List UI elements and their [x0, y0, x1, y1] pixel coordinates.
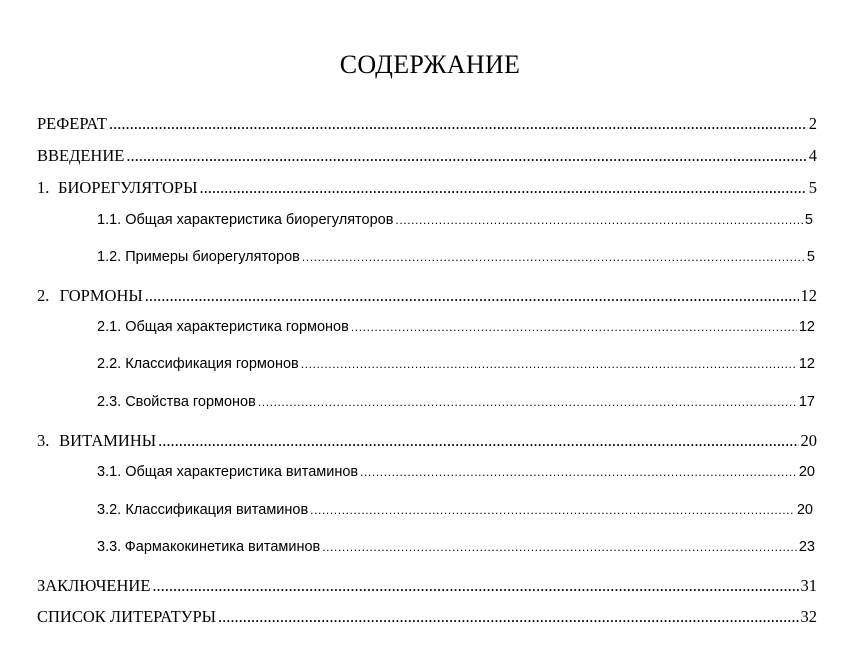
dot-leader	[109, 114, 807, 134]
toc-entry-label: 1.1. Общая характеристика биорегуляторов	[97, 212, 394, 228]
toc-entry-label: 2.1. Общая характеристика гормонов	[97, 319, 349, 335]
dot-leader	[200, 178, 807, 198]
toc-entry-label: 2.3. Свойства гормонов	[97, 394, 256, 410]
dot-leader	[360, 464, 797, 480]
dot-leader	[258, 394, 797, 410]
toc-entry-number: 3.	[37, 431, 50, 450]
dot-leader	[126, 146, 806, 166]
toc-entry-page: 4	[808, 146, 817, 165]
dot-leader	[395, 212, 803, 228]
toc-entry-page: 20	[800, 431, 817, 450]
toc-entry-section-3-2[interactable]	[97, 502, 813, 524]
toc-entry-page: 32	[800, 607, 817, 626]
toc-entry-label: 3.1. Общая характеристика витаминов	[97, 464, 359, 480]
toc-entry-abstract[interactable]	[37, 114, 817, 136]
toc-entry-page: 12	[800, 286, 817, 305]
toc-entry-label: СПИСОК ЛИТЕРАТУРЫ	[37, 607, 217, 626]
toc-entry-label: Классификация витаминов	[125, 502, 309, 518]
toc-entry-page: 12	[798, 319, 815, 335]
toc-entry-page: 5	[804, 212, 813, 228]
toc-entry-label: РЕФЕРАТ	[37, 114, 107, 133]
toc-entry-section-3[interactable]	[37, 431, 817, 453]
toc-entry-section-2-1[interactable]	[97, 319, 815, 341]
toc-entry-section-3-3[interactable]	[97, 539, 815, 561]
toc-entry-page: 31	[800, 576, 817, 595]
toc-entry-conclusion[interactable]	[37, 576, 817, 598]
toc-entry-page: 12	[798, 356, 815, 372]
toc-entry-section-3-1[interactable]	[97, 464, 815, 486]
dot-leader	[301, 356, 797, 372]
toc-entry-section-1-2[interactable]	[97, 249, 815, 271]
toc-entry-page: 2	[808, 114, 817, 133]
toc-entry-number: 3.2.	[97, 502, 122, 518]
dot-leader	[310, 502, 795, 518]
toc-entry-section-1[interactable]	[37, 178, 817, 200]
toc-entry-bibliography[interactable]	[37, 607, 817, 629]
dot-leader	[351, 319, 797, 335]
toc-entry-section-2-3[interactable]	[97, 394, 815, 416]
toc-entry-section-1-1[interactable]	[97, 212, 813, 234]
toc-entry-label: 1.2. Примеры биорегуляторов	[97, 249, 300, 265]
toc-entry-number: 2.	[37, 286, 50, 305]
dot-leader	[302, 249, 805, 265]
toc-entry-label: БИОРЕГУЛЯТОРЫ	[58, 178, 198, 197]
toc-title: СОДЕРЖАНИЕ	[339, 50, 521, 79]
toc-entry-page: 17	[798, 394, 815, 410]
toc-entry-introduction[interactable]	[37, 146, 817, 168]
toc-entry-section-2-2[interactable]	[97, 356, 815, 378]
toc-entry-label: ВИТАМИНЫ	[59, 431, 157, 450]
toc-entry-label: ГОРМОНЫ	[59, 286, 143, 305]
toc-entry-label: Фармакокинетика витаминов	[124, 539, 321, 555]
toc-entry-section-2[interactable]	[37, 286, 817, 308]
toc-entry-number: 3.3.	[97, 539, 122, 555]
toc-entry-label: ВВЕДЕНИЕ	[37, 146, 125, 165]
toc-entry-page: 20	[796, 502, 813, 518]
dot-leader	[218, 607, 798, 627]
toc-entry-page: 5	[806, 249, 815, 265]
toc-entry-number: 1.	[37, 178, 50, 197]
dot-leader	[322, 539, 797, 555]
toc-entry-label: ЗАКЛЮЧЕНИЕ	[37, 576, 151, 595]
toc-entry-page: 20	[798, 464, 815, 480]
toc-entry-label: 2.2. Классификация гормонов	[97, 356, 299, 372]
dot-leader	[145, 286, 799, 306]
toc-entry-page: 5	[808, 178, 817, 197]
dot-leader	[158, 431, 798, 451]
dot-leader	[152, 576, 798, 596]
toc-entry-page: 23	[798, 539, 815, 555]
